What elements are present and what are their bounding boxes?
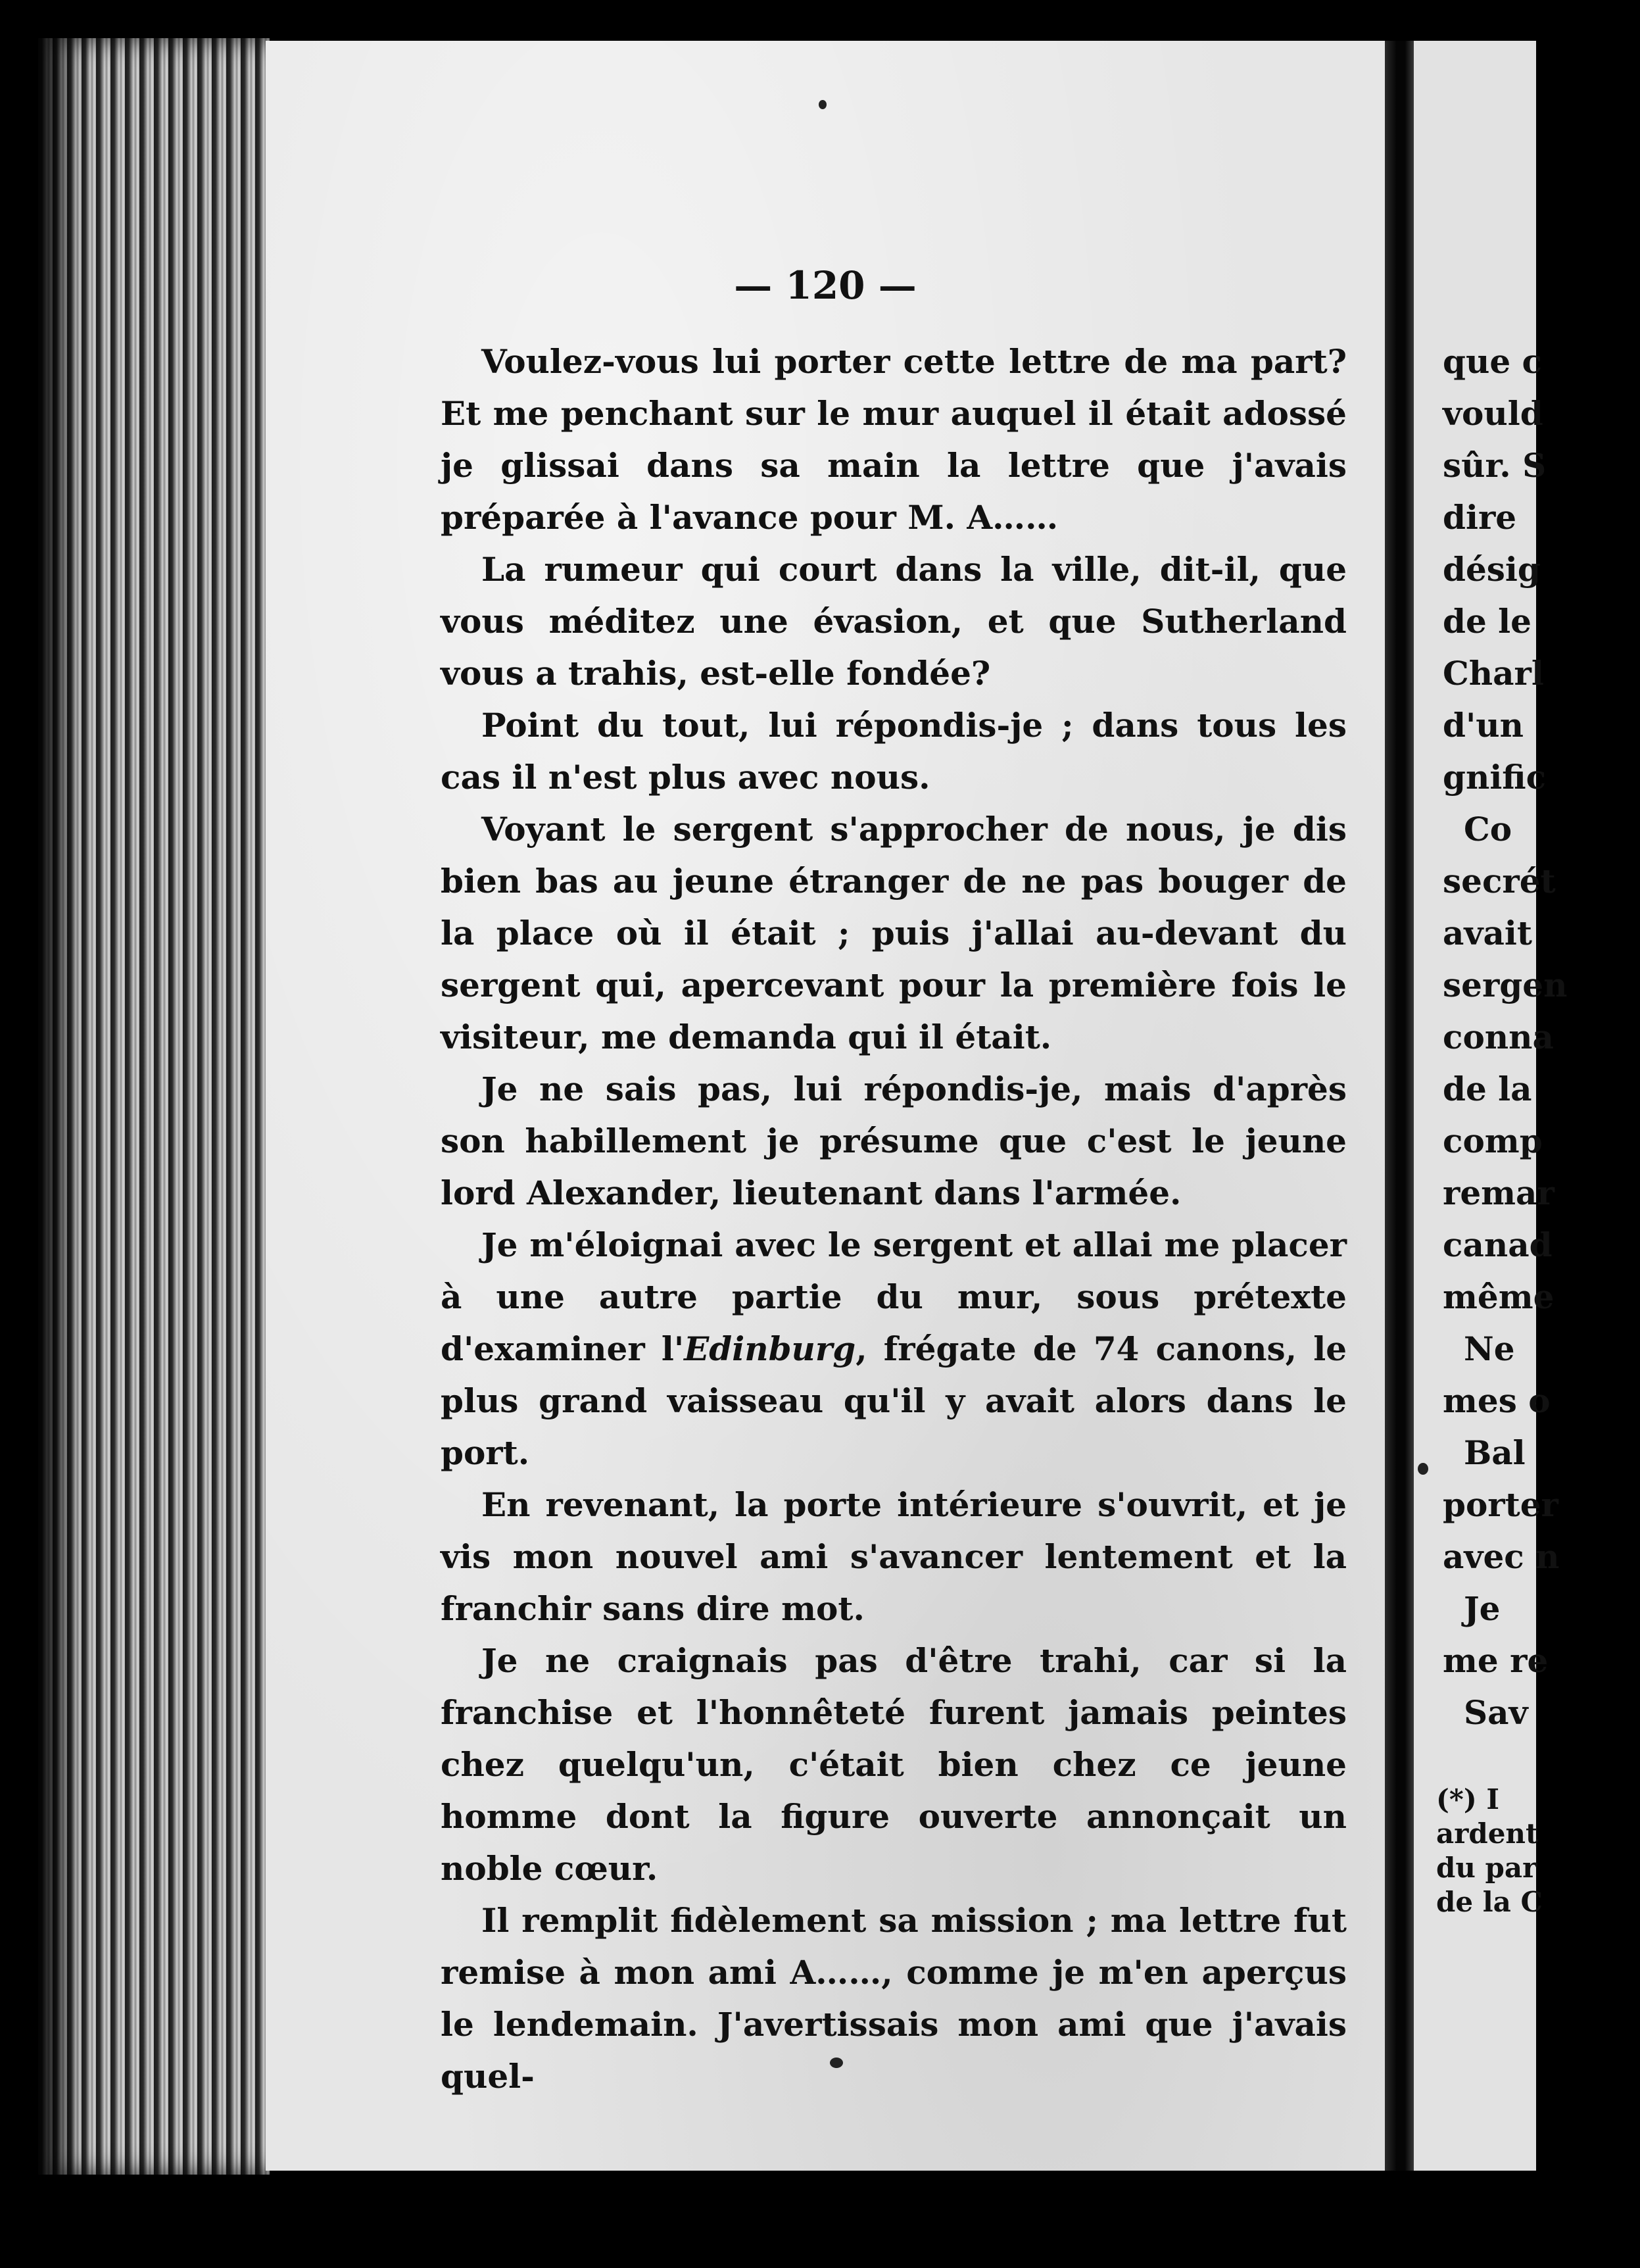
- footnote-line: (*) I: [1436, 1783, 1499, 1815]
- paragraph: La rumeur qui court dans la ville, dit-il, que vous méditez une évasion, et que Sutherland vous a trahis, est-elle fondée?: [441, 550, 1347, 693]
- paragraph: Je ne sais pas, lui répondis-je, mais d'après son habillement je présume que c'est le jeune lord Alexander, lieutenant dans l'armée.: [441, 1070, 1347, 1212]
- facing-line: Je: [1464, 1589, 1501, 1628]
- book-gutter: [1385, 41, 1414, 2171]
- facing-line: dire: [1443, 498, 1517, 537]
- facing-line: comp: [1443, 1122, 1543, 1160]
- facing-line: de le: [1443, 602, 1531, 641]
- facing-line: Bal: [1464, 1433, 1526, 1472]
- facing-line: remar: [1443, 1173, 1555, 1212]
- paragraph: Il remplit fidèlement sa mission ; ma lettre fut remise à mon ami A……, comme je m'en aperçus le lendemain. J'avertissais mon ami que j'avais quel-: [441, 1901, 1347, 2096]
- facing-line: que c: [1443, 342, 1542, 381]
- body-text: [441, 335, 1347, 2102]
- ink-speck: [1418, 1463, 1428, 1475]
- paragraph: [441, 1219, 1347, 1479]
- facing-line: avec n: [1443, 1537, 1560, 1576]
- facing-line: désig: [1443, 550, 1541, 589]
- facing-page-text: [1443, 335, 1640, 1738]
- facing-line: canad: [1443, 1225, 1553, 1264]
- footnote-line: du par: [1436, 1852, 1537, 1884]
- facing-line: de la: [1443, 1070, 1532, 1108]
- paragraph: Voulez-vous lui porter cette lettre de ma part? Et me penchant sur le mur auquel il était adossé je glissai dans sa main la lettre que j'avais préparée à l'avance pour M. A……: [441, 342, 1347, 537]
- facing-line: même: [1443, 1277, 1555, 1316]
- facing-line: avait: [1443, 914, 1532, 952]
- facing-line: Ne: [1464, 1329, 1515, 1368]
- paragraph: Je ne craignais pas d'être trahi, car si la franchise et l'honnêteté furent jamais peintes chez quelqu'un, c'était bien chez ce jeune homme dont la figure ouverte annonçait un noble cœur.: [441, 1641, 1347, 1888]
- facing-line: mes o: [1443, 1381, 1551, 1420]
- facing-line: Co: [1464, 810, 1512, 849]
- paragraph: Voyant le sergent s'approcher de nous, je dis bien bas au jeune étranger de ne pas bouger de la place où il était ; puis j'allai au-devant du sergent qui, apercevant pour la première fois le visiteur, me demanda qui il était.: [441, 810, 1347, 1056]
- facing-line: gnific: [1443, 758, 1547, 797]
- ink-speck: [819, 100, 827, 109]
- facing-line: Sav: [1464, 1693, 1528, 1732]
- facing-line: Charl: [1443, 654, 1544, 693]
- facing-line: sergen: [1443, 966, 1568, 1004]
- page-edges: [38, 38, 270, 2175]
- facing-line: me re: [1443, 1641, 1549, 1680]
- facing-line: porter: [1443, 1485, 1558, 1524]
- facing-line: sûr. S: [1443, 446, 1547, 485]
- footnote-line: ardent: [1436, 1817, 1539, 1850]
- paragraph-text: Je m'éloignai avec le sergent et allai me placer à une autre partie du mur, sous prétexte d'examiner l': [441, 1225, 1347, 1368]
- facing-line: conna: [1443, 1018, 1554, 1056]
- facing-line: vould: [1443, 394, 1543, 433]
- paragraph-text: , frégate de 74 canons, le plus grand vaisseau qu'il y avait alors dans le port.: [441, 1329, 1347, 1472]
- footnote-line: de la C: [1436, 1886, 1543, 1918]
- facing-page-footnote: [1436, 1783, 1633, 1919]
- facing-line: secrét: [1443, 862, 1556, 900]
- facing-line: d'un: [1443, 706, 1524, 745]
- ship-name: Edinburg: [684, 1329, 856, 1368]
- paragraph: En revenant, la porte intérieure s'ouvrit, et je vis mon nouvel ami s'avancer lentement et la franchir sans dire mot.: [441, 1485, 1347, 1628]
- paragraph: Point du tout, lui répondis-je ; dans tous les cas il n'est plus avec nous.: [441, 706, 1347, 797]
- page-number: — 120 —: [734, 263, 917, 308]
